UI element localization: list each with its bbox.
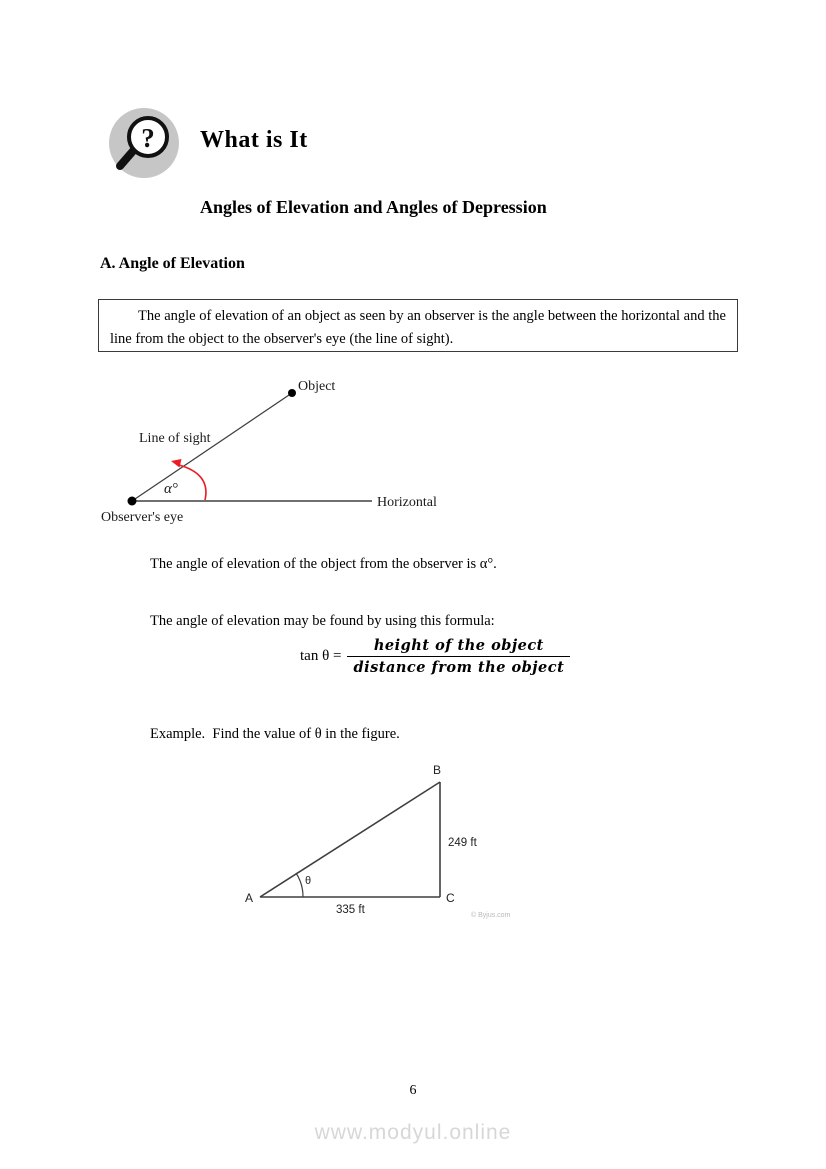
vertex-b-label: B — [433, 763, 442, 777]
question-mark-glyph: ? — [141, 123, 155, 153]
base-measure-label: 335 ft — [336, 904, 365, 916]
object-label: Object — [298, 379, 336, 394]
observer-eye-label: Observer's eye — [101, 510, 184, 525]
definition-text: The angle of elevation of an object as seen by an observer is the angle between the horizontal and the line from the object to the observer's eye (the line of sight). — [110, 308, 726, 347]
magnifier-question-icon — [107, 106, 181, 180]
line-of-sight — [132, 393, 292, 501]
site-watermark: www.modyul.online — [314, 1121, 512, 1144]
page-title: What is It — [200, 127, 308, 153]
object-dot — [288, 389, 296, 397]
angle-arc — [179, 465, 206, 500]
figure-credit-watermark: © Byjus.com — [471, 912, 511, 919]
theta-angle-arc — [296, 873, 303, 897]
height-measure-label: 249 ft — [448, 837, 477, 849]
vertex-c-label: C — [446, 891, 455, 905]
section-heading: A. Angle of Elevation — [100, 255, 245, 272]
observer-eye-dot — [128, 497, 137, 506]
lesson-subtitle: Angles of Elevation and Angles of Depression — [200, 197, 547, 217]
angle-arc-arrowhead — [171, 459, 182, 468]
line-of-sight-label: Line of sight — [139, 431, 211, 446]
formula-fraction — [347, 637, 570, 676]
formula-intro-text: The angle of elevation may be found by using this formula: — [150, 613, 495, 629]
formula-numerator: height of the object — [347, 637, 570, 657]
vertex-a-label: A — [245, 891, 254, 905]
tangent-formula — [300, 637, 570, 676]
horizontal-label: Horizontal — [377, 495, 437, 510]
observer-angle-text: The angle of elevation of the object from the observer is α°. — [150, 556, 497, 572]
formula-denominator: distance from the object — [353, 659, 565, 676]
triangle-hypotenuse — [260, 782, 440, 897]
definition-box — [98, 299, 738, 352]
angle-of-elevation-diagram — [100, 373, 480, 533]
formula-lhs: tan θ = — [300, 648, 342, 664]
alpha-angle-label: α° — [164, 481, 178, 497]
example-text: Example. Find the value of θ in the figure. — [150, 726, 400, 742]
page-number: 6 — [409, 1083, 417, 1098]
example-triangle-figure — [243, 757, 543, 927]
theta-angle-label: θ — [305, 875, 312, 887]
